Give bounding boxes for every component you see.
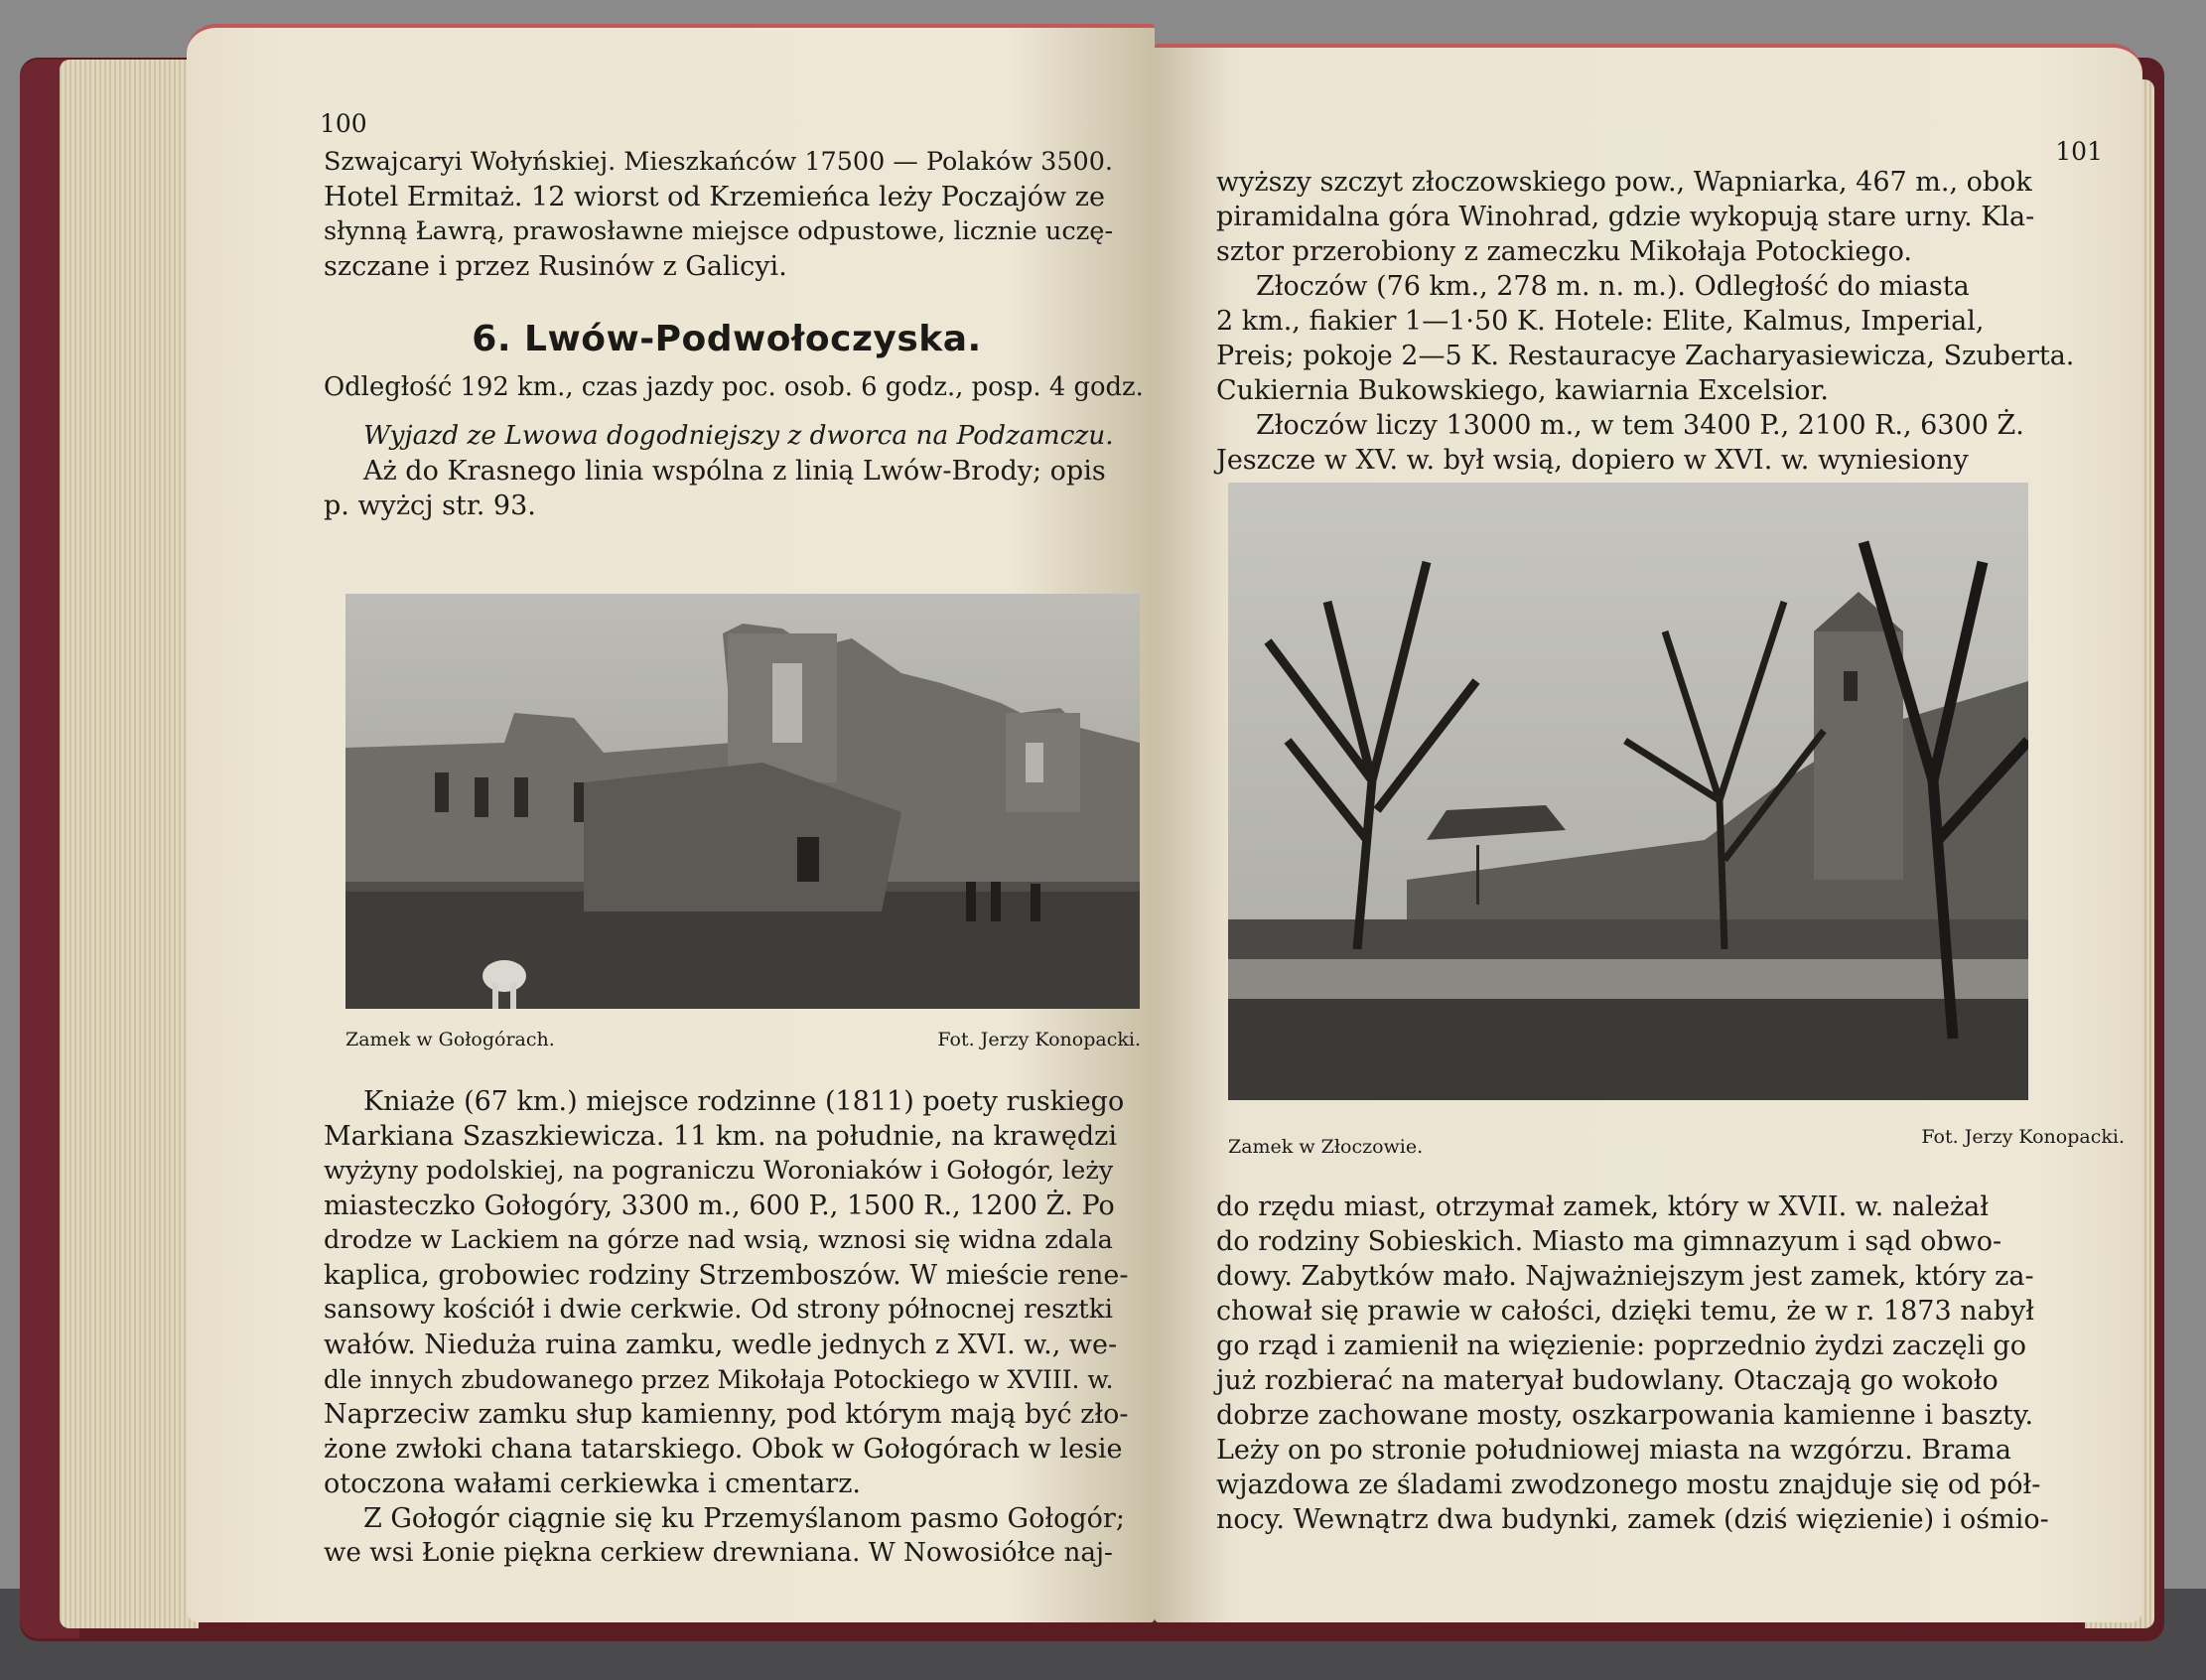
left-page [187,24,1155,1622]
text-line: piramidalna góra Winohrad, gdzie wykopują stare urny. Kla- [1216,202,2035,232]
text-line: sztor przerobiony z zameczku Mikołaja Potockiego. [1216,236,1912,267]
text-line: nocy. Wewnątrz dwa budynki, zamek (dziś więzienie) i ośmio- [1216,1504,2049,1535]
text-line: dowy. Zabytków mało. Najważniejszym jest zamek, który za- [1216,1261,2034,1292]
text-line: wałów. Nieduża ruina zamku, wedle jednych z XVI. w., we- [324,1330,1118,1360]
text-line: Kniaże (67 km.) miejsce rodzinne (1811) poety ruskiego [363,1086,1125,1117]
distance-line: Odległość 192 km., czas jazdy poc. osob. 6 godz., posp. 4 godz. [324,372,1144,402]
text-line: szczane i przez Rusinów z Galicyi. [324,251,787,282]
section-title: 6. Lwów-Podwołoczyska. [472,319,982,359]
text-line: sansowy kościół i dwie cerkwie. Od strony północnej resztki [324,1295,1113,1325]
photo-caption-right: Zamek w Złoczowie. [1228,1136,1424,1158]
text-line: żone zwłoki chana tatarskiego. Obok w Gołogórach w lesie [324,1434,1123,1465]
text-line: we wsi Łonie piękna cerkiew drewniana. W Nowosiółce naj- [324,1538,1113,1568]
right-top [1216,165,2090,478]
left-intro [324,145,1144,523]
text-line: Aż do Krasnego linia wspólna z linią Lwów-Brody; opis [363,456,1106,487]
text-line: miasteczko Gołogóry, 3300 m., 600 P., 1500 R., 1200 Ż. Po [324,1190,1115,1221]
text-line: Hotel Ermitaż. 12 wiorst od Krzemieńca leży Poczajów ze [324,182,1105,212]
text-line: wjazdowa ze śladami zwodzonego mostu znajduje się od pół- [1216,1470,2041,1500]
text-line: Wyjazd ze Lwowa dogodniejszy z dworca na Podzamczu. [363,421,1114,451]
page-edges-left [60,60,199,1628]
text-line: Preis; pokoje 2—5 K. Restauracye Zacharyasiewicza, Szuberta. [1216,341,2075,371]
text-line: Markiana Szaszkiewicza. 11 km. na południe, na krawędzi [324,1121,1117,1152]
right-page [1155,44,2142,1622]
text-line: 2 km., fiakier 1—1·50 K. Hotele: Elite, Kalmus, Imperial, [1216,306,1985,337]
text-line: Złoczów liczy 13000 m., w tem 3400 P., 2100 R., 6300 Ż. [1256,410,2024,441]
page-number-left: 100 [320,109,367,138]
castle-trees-illustration [1228,483,2028,1100]
text-line: wyżyny podolskiej, na pograniczu Woroniaków i Gołogór, leży [324,1156,1114,1186]
text-line: Cukiernia Bukowskiego, kawiarnia Excelsior. [1216,375,1829,406]
photo-caption-left: Zamek w Gołogórach. [345,1029,555,1050]
right-body [1216,1190,2090,1537]
text-line: chował się prawie w całości, dzięki temu, że w r. 1873 nabył [1216,1296,2035,1327]
photo-credit-right: Fot. Jerzy Konopacki. [1921,1126,2125,1148]
castle-ruin-illustration [345,594,1140,1009]
text-line: drodze w Lackiem na górze nad wsią, wznosi się widna zdala [324,1225,1113,1255]
text-line: Szwajcaryi Wołyńskiej. Mieszkańców 17500 — Polaków 3500. [324,147,1113,177]
text-line: Naprzeciw zamku słup kamienny, pod którym mają być zło- [324,1399,1129,1430]
text-line: już rozbierać na materyał budowlany. Otaczają go wokoło [1216,1365,1999,1396]
page-number-right: 101 [2055,137,2103,166]
left-body [324,1084,1130,1571]
text-line: wyższy szczyt złoczowskiego pow., Wapniarka, 467 m., obok [1216,167,2032,198]
text-line: dobrze zachowane mosty, oszkarpowania kamienne i baszty. [1216,1400,2034,1431]
text-line: dle innych zbudowanego przez Mikołaja Potockiego w XVIII. w. [324,1365,1114,1394]
text-line: p. wyżcj str. 93. [324,490,536,521]
text-line: do rodziny Sobieskich. Miasto ma gimnazyum i sąd obwo- [1216,1226,2002,1257]
text-line: Jeszcze w XV. w. był wsią, dopiero w XVI. w. wyniesiony [1216,445,1969,476]
photo-credit-left: Fot. Jerzy Konopacki. [937,1029,1141,1050]
text-line: do rzędu miast, otrzymał zamek, który w XVII. w. należał [1216,1191,1990,1222]
text-line: kaplica, grobowiec rodziny Strzemboszów. W mieście rene- [324,1260,1129,1291]
text-line: go rząd i zamienił na więzienie: poprzednio żydzi zaczęli go [1216,1330,2026,1361]
text-line: Złoczów (76 km., 278 m. n. m.). Odległość do miasta [1256,271,1970,302]
photo-zamek-zloczow [1228,483,2028,1100]
text-line: Z Gołogór ciągnie się ku Przemyślanom pasmo Gołogór; [363,1503,1125,1534]
text-line: słynną Ławrą, prawosławne miejsce odpustowe, licznie uczę- [324,216,1114,246]
photo-zamek-gologory [345,594,1140,1009]
text-line: otoczona wałami cerkiewka i cmentarz. [324,1469,862,1499]
text-line: Leży on po stronie południowej miasta na wzgórzu. Brama [1216,1435,2011,1466]
